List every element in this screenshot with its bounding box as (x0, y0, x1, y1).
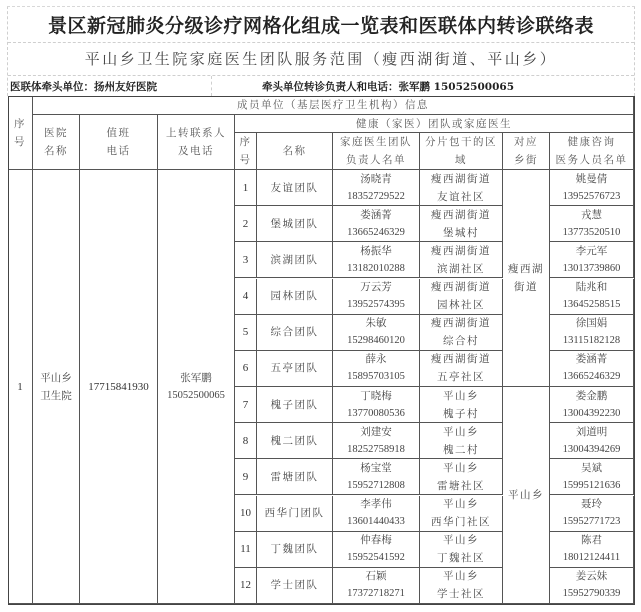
team-area-line: 五亭社区 (437, 371, 485, 384)
team-name: 雷塘团队 (257, 459, 333, 495)
header-team-leader-line: 家庭医生团队 (340, 136, 412, 148)
header-area-line: 分片包干的区 (425, 136, 497, 148)
team-leader-line: 18352729522 (347, 190, 405, 202)
team-area-line: 瘦西湖街道 (431, 317, 491, 330)
team-seq: 9 (235, 459, 257, 495)
consult-staff-line: 13952576723 (562, 190, 621, 202)
page-subtitle: 平山乡卫生院家庭医生团队服务范围（瘦西湖街道、平山乡） (84, 49, 558, 68)
consult-staff (550, 242, 634, 278)
header-seq-line: 序 (14, 117, 26, 130)
team-area-line: 槐二村 (443, 443, 479, 456)
team-seq: 10 (235, 496, 257, 532)
unit-referral-contact (158, 170, 235, 604)
consult-staff-line: 13115182128 (562, 335, 621, 347)
street-cell-line: 瘦西湖 (508, 263, 544, 275)
team-area-line: 综合村 (443, 335, 479, 348)
team-leader-line: 15952541592 (347, 552, 405, 564)
team-area-line: 槐子村 (443, 407, 479, 420)
header-team-group: 健康（家医）团队或家庭医生 (235, 115, 634, 133)
team-leader-line: 丁晓梅 (360, 389, 392, 402)
header-duty-phone-line: 电话 (106, 145, 131, 157)
team-area-line: 瘦西湖街道 (431, 172, 491, 185)
header-consult (550, 133, 634, 170)
team-name: 综合团队 (257, 315, 333, 351)
team-leader-line: 13770080536 (347, 407, 405, 419)
unit-seq: 1 (8, 170, 33, 604)
street-cell: 平山乡 (503, 387, 550, 604)
team-seq: 12 (235, 568, 257, 604)
team-name: 丁魏团队 (257, 532, 333, 568)
team-leader (333, 496, 420, 532)
consult-staff-line: 姜云妹 (575, 570, 608, 583)
team-name: 西华门团队 (257, 496, 333, 532)
team-leader (333, 242, 420, 278)
team-seq: 6 (235, 351, 257, 387)
team-leader-line: 石颖 (365, 570, 387, 583)
team-leader-line: 13665246329 (347, 226, 405, 238)
unit-hospital-name-line: 平山乡 (40, 371, 72, 384)
unit-referral-contact-line: 15052500065 (167, 389, 225, 401)
unit-duty-phone: 17715841930 (80, 170, 158, 604)
consult-staff-line: 15952790339 (562, 588, 621, 600)
unit-hospital-name-line: 卫生院 (40, 389, 72, 402)
page-title: 景区新冠肺炎分级诊疗网格化组成一览表和医联体内转诊联络表 (47, 14, 594, 37)
consult-staff-line: 13645258515 (562, 299, 621, 311)
header-team-leader (333, 133, 420, 170)
header-area-line: 域 (455, 154, 467, 166)
header-hospital-name (33, 115, 80, 170)
team-leader (333, 568, 420, 604)
team-area-line: 堡城村 (443, 226, 479, 239)
gridline (211, 76, 212, 96)
consult-staff-line: 姚曼倩 (575, 172, 608, 185)
team-leader-line: 薛永 (365, 353, 387, 366)
consult-staff (550, 387, 634, 423)
team-area (420, 279, 503, 315)
team-leader-line: 15952712808 (347, 479, 405, 491)
team-leader-line: 13952574395 (347, 299, 405, 311)
team-leader-line: 朱敏 (365, 317, 387, 330)
team-seq: 1 (235, 170, 257, 206)
team-area-line: 平山乡 (443, 498, 479, 511)
team-area-line: 丁魏社区 (437, 552, 485, 565)
team-area (420, 170, 503, 206)
team-area-line: 瘦西湖街道 (431, 208, 491, 221)
team-name: 五亭团队 (257, 351, 333, 387)
consult-staff (550, 351, 634, 387)
consult-staff (550, 532, 634, 568)
header-street (503, 133, 550, 170)
team-area-line: 雷塘社区 (437, 479, 485, 492)
header-street-line: 对应 (514, 136, 538, 148)
team-area (420, 242, 503, 278)
team-area (420, 459, 503, 495)
team-leader-line: 李孝伟 (360, 498, 392, 511)
team-area (420, 423, 503, 459)
team-area-line: 平山乡 (443, 570, 479, 583)
team-area (420, 315, 503, 351)
team-area-line: 西华门社区 (431, 516, 491, 529)
team-leader-line: 万云芳 (360, 281, 392, 294)
team-leader (333, 279, 420, 315)
consult-staff-line: 陈君 (581, 534, 602, 547)
team-leader (333, 532, 420, 568)
header-hospital-name-line: 名称 (44, 145, 68, 157)
street-cell-line: 街道 (514, 281, 538, 293)
consult-staff-line: 李元军 (575, 244, 608, 257)
consult-staff-line: 徐国娟 (575, 317, 608, 330)
team-seq: 2 (235, 206, 257, 242)
header-seq-line: 号 (14, 135, 26, 148)
team-seq: 11 (235, 532, 257, 568)
header-referral-contact-line: 上转联系人 (166, 127, 226, 139)
team-area-line: 平山乡 (443, 461, 479, 474)
consult-staff-line: 13013739860 (562, 262, 621, 274)
team-area-line: 园林社区 (437, 299, 485, 312)
header-seq (8, 96, 33, 170)
team-leader-line: 杨宝堂 (360, 461, 392, 474)
header-hospital-name-line: 医院 (44, 127, 68, 139)
team-seq: 3 (235, 242, 257, 278)
team-leader-line: 17372718271 (347, 588, 405, 600)
consult-staff-line: 13665246329 (562, 371, 621, 383)
team-area-line: 平山乡 (443, 425, 479, 438)
lead-contact-label: 牵头单位转诊负责人和电话：张军鹏 15052500065 (262, 80, 515, 93)
team-area (420, 532, 503, 568)
team-leader-line: 仲春梅 (360, 534, 392, 547)
team-name: 滨湖团队 (257, 242, 333, 278)
team-name: 园林团队 (257, 279, 333, 315)
consult-staff-line: 15952771723 (562, 516, 621, 528)
consult-staff-line: 13004394269 (562, 443, 621, 455)
header-member-unit-group: 成员单位（基层医疗卫生机构）信息 (33, 96, 634, 115)
team-leader (333, 315, 420, 351)
header-team-seq-line: 号 (239, 154, 252, 166)
team-area (420, 351, 503, 387)
consult-staff (550, 459, 634, 495)
consult-staff-line: 戎慧 (581, 208, 602, 221)
unit-hospital-name (33, 170, 80, 604)
team-area-line: 滨湖社区 (437, 262, 485, 275)
consult-staff (550, 170, 634, 206)
team-leader-line: 刘建安 (360, 425, 392, 438)
header-duty-phone-line: 值班 (106, 127, 131, 139)
team-leader-line: 15895703105 (347, 371, 405, 383)
consult-staff-line: 娄涵菁 (575, 353, 608, 366)
header-referral-contact (158, 115, 235, 170)
consult-staff (550, 496, 634, 532)
consult-staff (550, 206, 634, 242)
team-seq: 5 (235, 315, 257, 351)
header-street-line: 乡街 (514, 154, 538, 166)
header-team-seq-line: 序 (239, 136, 252, 148)
header-duty-phone (80, 115, 158, 170)
consult-staff-line: 吴斌 (581, 461, 602, 474)
header-consult-line: 健康咨询 (567, 136, 616, 148)
team-leader (333, 387, 420, 423)
consult-staff-line: 刘道明 (575, 425, 608, 438)
consult-staff-line: 聂玲 (581, 498, 602, 511)
header-team-name: 名称 (257, 133, 333, 170)
team-name: 堡城团队 (257, 206, 333, 242)
consult-staff-line: 陆兆和 (575, 281, 608, 294)
team-area (420, 496, 503, 532)
consult-staff-line: 18012124411 (562, 552, 621, 564)
team-area-line: 平山乡 (443, 534, 479, 547)
team-seq: 4 (235, 279, 257, 315)
team-area-line: 瘦西湖街道 (431, 244, 491, 257)
header-area (420, 133, 503, 170)
team-leader-line: 18252758918 (347, 443, 405, 455)
header-referral-contact-line: 及电话 (178, 145, 214, 157)
team-leader (333, 206, 420, 242)
header-consult-line: 医务人员名单 (555, 154, 628, 166)
team-leader-line: 娄涵菁 (360, 208, 392, 221)
lead-unit-label: 医联体牵头单位：扬州友好医院 (10, 80, 157, 93)
team-area-line: 学士社区 (437, 588, 485, 601)
consult-staff-line: 娄金鹏 (575, 389, 608, 402)
team-name: 槐子团队 (257, 387, 333, 423)
consult-staff (550, 568, 634, 604)
team-area (420, 206, 503, 242)
team-leader (333, 170, 420, 206)
team-area-line: 平山乡 (443, 389, 479, 402)
team-area (420, 387, 503, 423)
header-team-seq (235, 133, 257, 170)
team-seq: 8 (235, 423, 257, 459)
team-area-line: 瘦西湖街道 (431, 281, 491, 294)
header-team-leader-line: 负责人名单 (346, 154, 406, 166)
team-leader-line: 杨振华 (360, 244, 392, 257)
team-leader-line: 汤晓青 (360, 172, 392, 185)
consult-staff-line: 13004392230 (562, 407, 621, 419)
consult-staff-line: 13773520510 (562, 226, 621, 238)
street-cell (503, 170, 550, 387)
consult-staff (550, 423, 634, 459)
team-leader-line: 13601440433 (347, 516, 405, 528)
team-leader (333, 459, 420, 495)
team-name: 槐二团队 (257, 423, 333, 459)
consult-staff (550, 315, 634, 351)
team-name: 学士团队 (257, 568, 333, 604)
team-leader-line: 13182010288 (347, 262, 405, 274)
team-leader (333, 423, 420, 459)
team-area (420, 568, 503, 604)
team-seq: 7 (235, 387, 257, 423)
team-leader-line: 15298460120 (347, 335, 405, 347)
team-area-line: 友谊社区 (437, 190, 485, 203)
consult-staff (550, 279, 634, 315)
unit-referral-contact-line: 张军鹏 (180, 371, 212, 384)
team-area-line: 瘦西湖街道 (431, 353, 491, 366)
team-leader (333, 351, 420, 387)
team-name: 友谊团队 (257, 170, 333, 206)
consult-staff-line: 15995121636 (562, 479, 621, 491)
